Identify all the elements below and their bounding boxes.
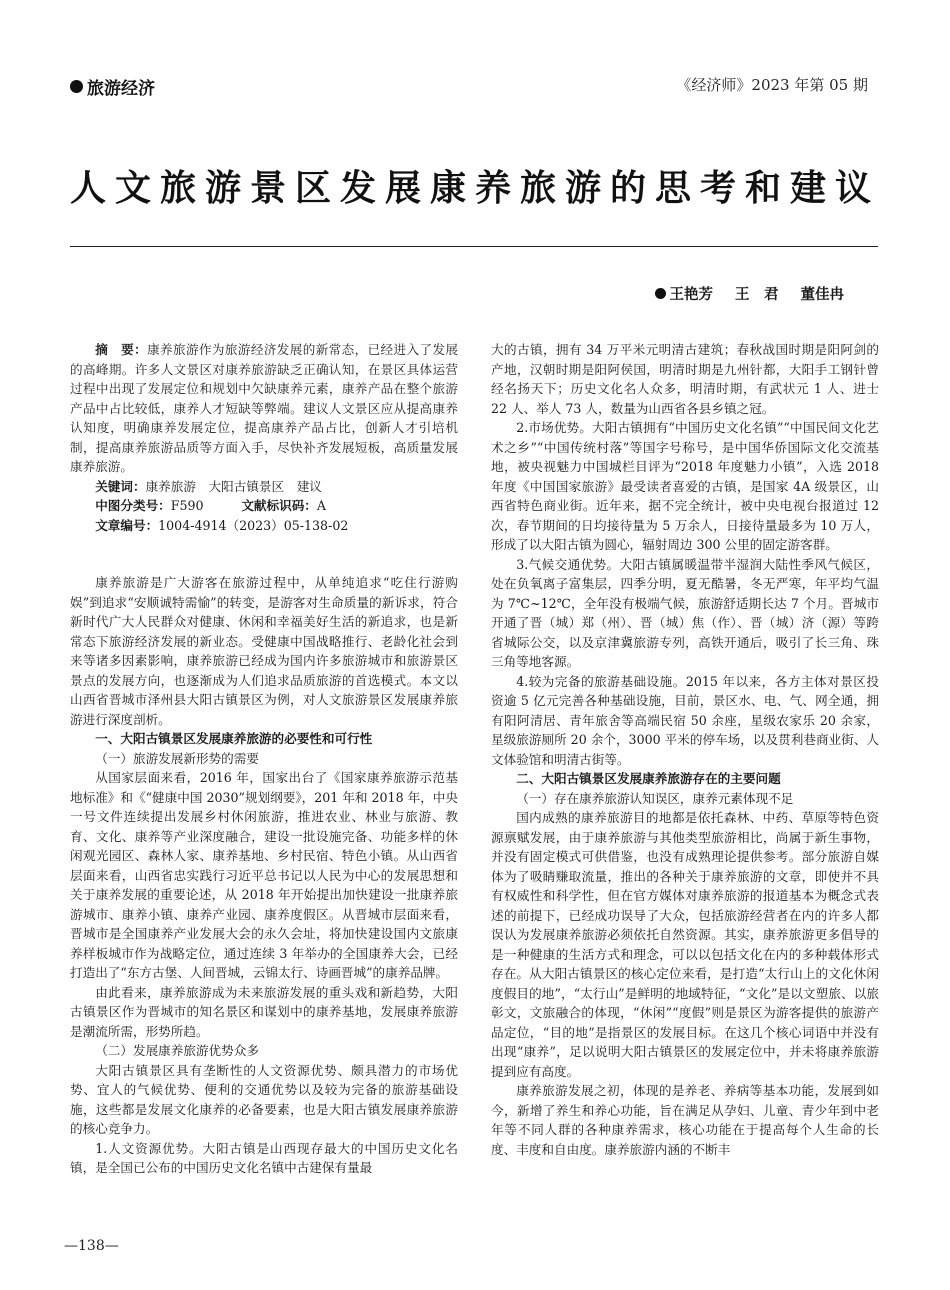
keywords-text: 康养旅游 大阳古镇景区 建议 [145, 478, 322, 494]
author-list [655, 283, 845, 304]
article-title: 人文旅游景区发展康养旅游的思考和建议 [70, 167, 881, 209]
section-heading: 一、大阳古镇景区发展康养旅游的必要性和可行性 [95, 731, 373, 746]
left-column [70, 340, 458, 1178]
bullet-icon [70, 80, 83, 93]
body-paragraph: 国内成熟的康养旅游目的地都是依托森林、中药、草原等特色资源禀赋发展，由于康养旅游与其他类型旅游相比，尚属于新生事物，并没有固定模式可供借鉴，也没有成熟理论提供参考。部分旅游自媒体为了吸睛赚取流量，推出的各种关于康养旅游的文章，即使并不具有权威性和科学性，但在官方媒体对康养旅游的报道基本为概念式表述的前提下，已经成功误导了大众，包括旅游经营者在内的许多人都误认为发展康养旅游必须依托自然资源。其实，康养旅游更多倡导的是一种健康的生活方式和理念，可以以包括文化在内的多种载体形式存在。从大阳古镇景区的核心定位来看，是打造“太行山上的文化休闲度假目的地”，“太行山”是鲜明的地域特征，“文化”是以文塑旅、以旅彰文，文旅融合的体现，“休闲”“度假”则是景区为游客提供的旅游产品定位，“目的地”是指景区的发展目标。在这几个核心词语中并没有出现“康养”，足以说明大阳古镇景区的发展定位中，并未将康养旅游提到应有高度。 [491, 810, 879, 1079]
subsection-heading: （二）发展康养旅游优势众多 [95, 1043, 259, 1058]
article-number-label: 文章编号： [95, 517, 159, 533]
author-name: 王 君 [735, 287, 779, 303]
abstract-label: 摘 要： [95, 342, 148, 357]
doc-code-value: A [316, 498, 326, 513]
subsection-heading: （一）旅游发展新形势的需要 [95, 750, 259, 766]
classification-line [70, 496, 458, 516]
body-paragraph: 4.较为完备的旅游基础设施。2015 年以来，各方主体对景区投资逾 5 亿元完善各种基础设施，目前，景区水、电、气、网全通，拥有阳阿清居、青年旅舍等高端民宿 50 余座，星级农家乐 20 余家，星级旅游厕所 20 余个，3000 平米的停车场，以及贯利巷商业街、人文体验馆和明清古街等。 [491, 673, 879, 767]
clc-label: 中图分类号： [95, 498, 171, 513]
doc-code-label: 文献标识码： [241, 498, 317, 513]
body-paragraph: 大的古镇，拥有 34 万平米元明清古建筑；春秋战国时期是阳阿剑的产地，汉朝时期是阳阿侯国，明清时期是九州针都，大阳手工钢针曾经名扬天下；历史文化名人众多，明清时期，有武状元 1 人、进士 22 人、举人 73 人，数量为山西省各县乡镇之冠。 [491, 342, 879, 416]
author-name: 董佳冉 [800, 287, 844, 303]
clc-value: F590 [170, 498, 204, 513]
body-paragraph: 由此看来，康养旅游成为未来旅游发展的重头戏和新趋势，大阳古镇景区作为晋城市的知名景区和谋划中的康养基地，发展康养旅游是潮流所需，形势所趋。 [70, 984, 458, 1039]
body-paragraph: 3.气候交通优势。大阳古镇属暖温带半湿润大陆性季风气候区，处在负氧离子富集层，四季分明，夏无酷暑，冬无严寒，年平均气温为 7℃~12℃，全年没有极端气候，旅游舒适期长达 7 个月。晋城市开通了晋（城）郑（州）、晋（城）焦（作）、晋（城）济（源）等跨省城际公交，以及京津冀旅游专列，高铁开通后，吸引了长三角、珠三角等地客源。 [491, 556, 879, 669]
body-paragraph: 大阳古镇景区具有垄断性的人文资源优势、颇具潜力的市场优势、宜人的气候优势、便利的交通优势以及较为完备的旅游基础设施，这些都是发展文化康养的必备要素，也是大阳古镇发展康养旅游的核心竞争力。 [70, 1062, 458, 1136]
page-number: —138— [64, 1238, 119, 1254]
subsection-heading: （一）存在康养旅游认知误区，康养元素体现不足 [516, 790, 794, 806]
abstract-text: 康养旅游作为旅游经济发展的新常态，已经进入了发展的高峰期。许多人文景区对康养旅游缺乏正确认知，在景区具体运营过程中出现了发展定位和规划中欠缺康养元素，康养产品在整个旅游产品中占比较低，康养人才短缺等弊端。建议人文景区应从提高康养认知度，明确康养发展定位，提高康养产品占比，创新人才引培机制，提高康养旅游品质等方面入手，尽快补齐发展短板，高质量发展康养旅游。 [70, 342, 459, 474]
journal-issue: 《经济师》2023 年第 05 期 [676, 76, 868, 94]
body-paragraph: 从国家层面来看，2016 年，国家出台了《国家康养旅游示范基地标准》和《“健康中国 2030”规划纲要》，201 年和 2018 年，中央一号文件连续提出发展乡村休闲旅游，推进农业、林业与旅游、教育、文化、康养等产业深度融合，建设一批设施完备、功能多样的休闲观光园区、森林人家、康养基地、乡村民宿、特色小镇。从山西省层面来看，山西省忠实践行习近平总书记以人民为中心的发展思想和关于康养发展的重要论述，从 2018 年开始提出加快建设一批康养旅游城市、康养小镇、康养产业园、康养度假区。从晋城市层面来看，晋城市是全国康养产业发展大会的永久会址，将加快建设国内文旅康养样板城市作为战略定位，通过连续 3 年举办的全国康养大会，已经打造出了“东方古堡、人间晋城，云锦太行、诗画晋城”的康养品牌。 [70, 770, 458, 980]
author-name: 王艳芳 [669, 287, 713, 303]
keywords [70, 477, 458, 497]
body-paragraph: 康养旅游是广大游客在旅游过程中，从单纯追求“吃住行游购娱”到追求“安顺诚特需愉”的转变，是游客对生命质量的新诉求，符合新时代广大人民群众对健康、休闲和幸福美好生活的新追求，也是新常态下旅游经济发展的新业态。受健康中国战略推行、老龄化社会到来等诸多因素影响，康养旅游已经成为国内许多旅游城市和旅游景区景点的发展方向，也逐渐成为人们追求品质旅游的首选模式。本文以山西省晋城市泽州县大阳古镇景区为例，对人文旅游景区发展康养旅游进行深度剖析。 [70, 575, 458, 727]
keywords-label: 关键词： [95, 478, 146, 494]
article-number [70, 516, 458, 536]
title-divider [70, 246, 878, 247]
body-paragraph: 2.市场优势。大阳古镇拥有“中国历史文化名镇”“中国民间文化艺术之乡”“中国传统村落”等国字号称号，是中国华侨国际文化交流基地，被央视魅力中国城栏目评为“2018 年度魅力小镇”，入选 2018 年度《中国国家旅游》最受读者喜爱的古镇，是国家 4A 级景区，山西省特色商业街。近年来，据不完全统计，被中央电视台报道过 12 次，春节期间的日均接待量为 5 万余人，日接待量最多为 10 万人，形成了以大阳古镇为圆心，辐射周边 300 公里的固定游客群。 [491, 420, 879, 552]
body-paragraph: 康养旅游发展之初，体现的是养老、养病等基本功能，发展到如今，新增了养生和养心功能，旨在满足从孕妇、儿童、青少年到中老年等不同人群的各种康养需求，核心功能在于提高每个人生命的长度、丰度和自由度。康养旅游内涵的不断丰 [491, 1083, 879, 1157]
right-column [491, 340, 879, 1159]
section-tag [70, 74, 155, 99]
body-paragraph: 1.人文资源优势。大阳古镇是山西现存最大的中国历史文化名镇，是全国已公布的中国历史文化名镇中古建保有量最 [70, 1140, 458, 1175]
section-heading: 二、大阳古镇景区发展康养旅游存在的主要问题 [516, 771, 781, 786]
article-number-value: 1004-4914（2023）05-138-02 [158, 517, 349, 533]
section-name: 旅游经济 [87, 79, 155, 99]
abstract [70, 340, 458, 477]
bullet-icon [655, 288, 666, 299]
